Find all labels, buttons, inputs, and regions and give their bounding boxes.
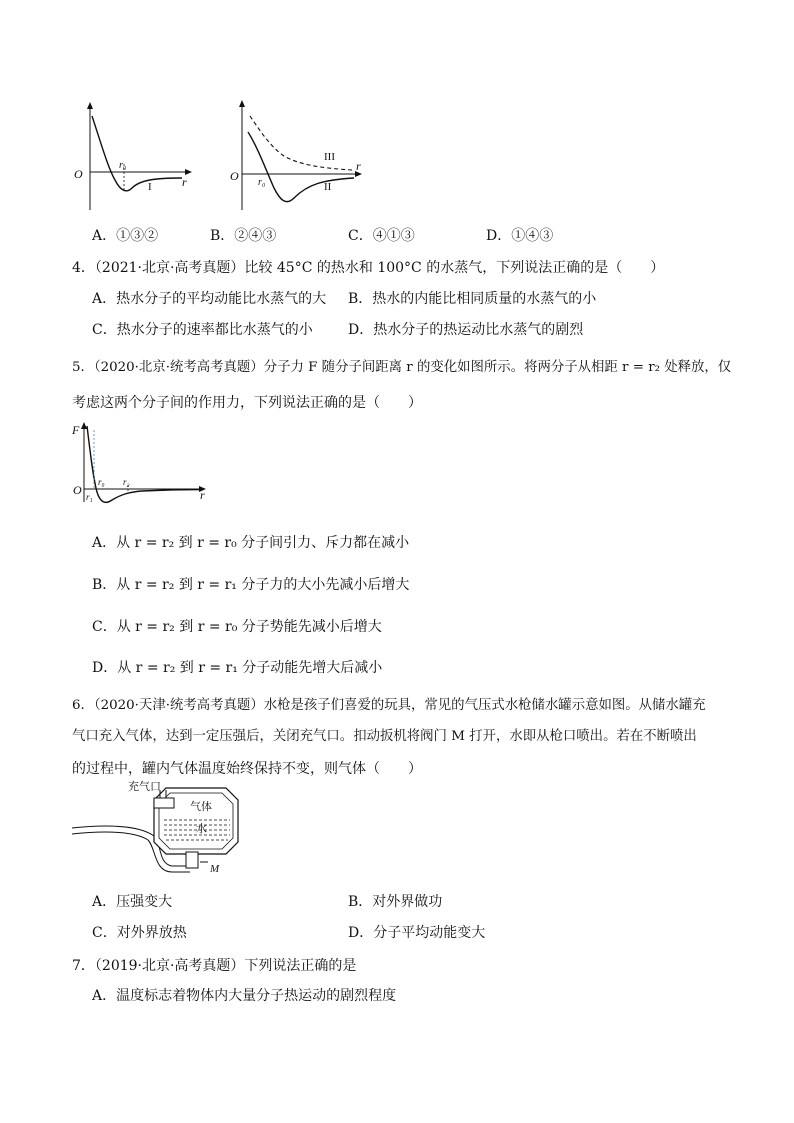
q6-stem-line-2: 气口充入气体，达到一定压强后，关闭充气口。扣动扳机将阀门 M 打开，水即从枪口喷出。若在不断喷出: [72, 729, 697, 744]
origin-label: O: [74, 167, 83, 181]
inlet-label: 充气口: [128, 781, 161, 793]
axis-label: r: [356, 159, 361, 173]
curve-ii-label: II: [324, 181, 332, 193]
q5-option-a[interactable]: A．从 r = r₂ 到 r = r₀ 分子间引力、斥力都在减小: [92, 535, 410, 551]
q4-option-b[interactable]: B．热水的内能比相同质量的水蒸气的小: [348, 291, 597, 307]
q6-option-d[interactable]: D．分子平均动能变大: [348, 925, 486, 941]
q6-option-c[interactable]: C．对外界放热: [92, 925, 187, 941]
curve-label: I: [148, 181, 152, 193]
q7-option-a[interactable]: A．温度标志着物体内大量分子热运动的剧烈程度: [92, 988, 397, 1004]
r2-label: r₂: [123, 477, 130, 487]
q5-stem-line-2: 考虑这两个分子间的作用力，下列说法正确的是（ ）: [72, 395, 422, 411]
q6-figure: [70, 780, 250, 880]
origin-label: O: [73, 483, 82, 497]
q4-option-d[interactable]: D．热水分子的热运动比水蒸气的剧烈: [348, 322, 584, 338]
q6-stem-line-1: 6．（2020·天津·统考高考真题）水枪是孩子们喜爱的玩具，常见的气压式水枪储水罐示意如图。从储水罐充: [72, 698, 706, 713]
gas-label: 气体: [190, 801, 212, 813]
axis-label: r: [200, 488, 205, 502]
option-key: C．: [348, 228, 373, 244]
q3-figure-1: [70, 100, 200, 215]
r0-label: r₀: [119, 160, 127, 171]
q3-option-a[interactable]: [92, 226, 158, 246]
option-key: A．: [92, 228, 117, 244]
r0-label: r₀: [98, 477, 105, 487]
q6-option-b[interactable]: B．对外界做功: [348, 894, 443, 910]
q3-option-b[interactable]: [210, 226, 276, 246]
option-key: B．: [210, 228, 235, 244]
q5-figure: [72, 420, 212, 505]
option-text: ②④③: [234, 228, 277, 244]
r0-label: r₀: [258, 177, 266, 188]
valve-label: M: [210, 863, 220, 875]
q5-stem-line-1: 5．（2020·北京·统考高考真题）分子力 F 随分子间距离 r 的变化如图所示。将两分子从相距 r = r₂ 处释放，仅: [72, 360, 732, 375]
q4-option-c[interactable]: C．热水分子的速率都比水蒸气的小: [92, 322, 313, 338]
q7-stem: 7．（2019·北京·高考真题）下列说法正确的是: [72, 958, 357, 974]
q3-option-c[interactable]: [348, 226, 415, 246]
q5-option-b[interactable]: B．从 r = r₂ 到 r = r₁ 分子力的大小先减小后增大: [92, 577, 410, 593]
option-text: ①③②: [116, 228, 159, 244]
q3-option-d[interactable]: [486, 226, 553, 246]
option-text: ①④③: [511, 228, 554, 244]
r1-label: r₁: [86, 492, 93, 502]
q5-option-d[interactable]: D．从 r = r₂ 到 r = r₁ 分子动能先增大后减小: [92, 660, 383, 676]
water-label: 水: [196, 823, 207, 835]
origin-label: O: [230, 169, 239, 183]
y-axis-label: F: [72, 423, 80, 437]
axis-label: r: [182, 175, 187, 189]
curve-iii-label: III: [324, 151, 335, 163]
q5-option-c[interactable]: C．从 r = r₂ 到 r = r₀ 分子势能先减小后增大: [92, 619, 382, 635]
q3-figure-2: [228, 98, 368, 213]
q4-stem: 4．（2021·北京·高考真题）比较 45°C 的热水和 100°C 的水蒸气，下列说法正确的是（ ）: [72, 260, 665, 276]
q6-option-a[interactable]: A．压强变大: [92, 894, 173, 910]
option-key: D．: [486, 228, 512, 244]
q4-option-a[interactable]: A．热水分子的平均动能比水蒸气的大: [92, 291, 327, 307]
option-text: ④①③: [372, 228, 415, 244]
q6-stem-line-3: 的过程中，罐内气体温度始终保持不变，则气体（ ）: [72, 761, 422, 777]
